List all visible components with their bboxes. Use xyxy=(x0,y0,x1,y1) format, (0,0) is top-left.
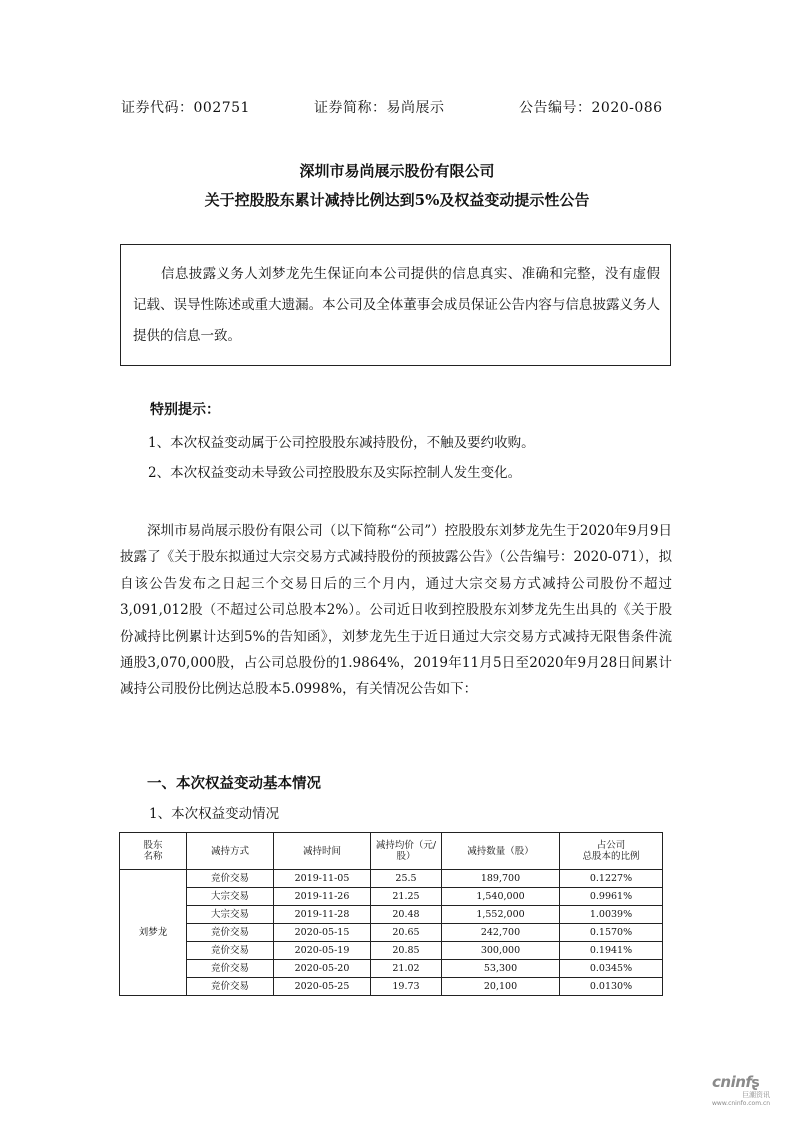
method-cell: 大宗交易 xyxy=(187,906,274,924)
table-row xyxy=(120,870,663,888)
logo-sub-text: 巨潮资讯 xyxy=(742,1091,771,1099)
price-cell: 19.73 xyxy=(371,978,442,996)
quantity-cell: 1,552,000 xyxy=(442,906,560,924)
disclosure-statement-text: 信息披露义务人刘梦龙先生保证向本公司提供的信息真实、准确和完整，没有虚假记载、误导性陈述或重大遗漏。本公司及全体董事会成员保证公告内容与信息披露义务人提供的信息一致。 xyxy=(133,266,660,344)
table-row xyxy=(120,978,663,996)
method-cell: 竞价交易 xyxy=(187,942,274,960)
special-tip-1: 1、本次权益变动属于公司控股股东减持股份，不触及要约收购。 xyxy=(148,435,535,451)
col-header-ratio: 占公司 总股本的比例 xyxy=(560,833,663,870)
stock-name: 证券简称：易尚展示 xyxy=(314,100,445,116)
time-cell: 2020-05-20 xyxy=(274,960,371,978)
col-header-shareholder: 股东 名称 xyxy=(120,833,187,870)
price-cell: 21.25 xyxy=(371,888,442,906)
logo-brand-text: cninf xyxy=(712,1073,752,1091)
time-cell: 2019-11-05 xyxy=(274,870,371,888)
stock-code: 证券代码：002751 xyxy=(121,100,250,116)
quantity-cell: 189,700 xyxy=(442,870,560,888)
time-cell: 2019-11-26 xyxy=(274,888,371,906)
table-row xyxy=(120,960,663,978)
sub-heading: 1、本次权益变动情况 xyxy=(149,806,280,822)
method-cell: 大宗交易 xyxy=(187,888,274,906)
table-row xyxy=(120,924,663,942)
price-cell: 25.5 xyxy=(371,870,442,888)
col-header-time: 减持时间 xyxy=(274,833,371,870)
section-heading: 一、本次权益变动基本情况 xyxy=(147,775,321,792)
ratio-cell: 0.9961% xyxy=(560,888,663,906)
time-cell: 2020-05-15 xyxy=(274,924,371,942)
price-cell: 20.65 xyxy=(371,924,442,942)
disclosure-statement-box xyxy=(120,244,671,366)
ratio-cell: 0.0345% xyxy=(560,960,663,978)
ratio-cell: 1.0039% xyxy=(560,906,663,924)
method-cell: 竞价交易 xyxy=(187,924,274,942)
price-cell: 20.48 xyxy=(371,906,442,924)
logo-url-text: www.cninfo.com.cn xyxy=(712,1100,771,1107)
time-cell: 2020-05-19 xyxy=(274,942,371,960)
method-cell: 竞价交易 xyxy=(187,978,274,996)
quantity-cell: 1,540,000 xyxy=(442,888,560,906)
quantity-cell: 53,300 xyxy=(442,960,560,978)
col-header-quantity: 减持数量（股） xyxy=(442,833,560,870)
col-header-price: 减持均价（元/ 股） xyxy=(371,833,442,870)
time-cell: 2019-11-28 xyxy=(274,906,371,924)
notice-number: 公告编号：2020-086 xyxy=(519,100,663,116)
method-cell: 竞价交易 xyxy=(187,870,274,888)
method-cell: 竞价交易 xyxy=(187,960,274,978)
price-cell: 21.02 xyxy=(371,960,442,978)
time-cell: 2020-05-25 xyxy=(274,978,371,996)
table-row xyxy=(120,906,663,924)
announcement-title: 关于控股股东累计减持比例达到5%及权益变动提示性公告 xyxy=(204,191,590,209)
price-cell: 20.85 xyxy=(371,942,442,960)
quantity-cell: 242,700 xyxy=(442,924,560,942)
special-tips-label: 特别提示： xyxy=(150,402,220,418)
equity-change-table xyxy=(119,832,663,996)
quantity-cell: 300,000 xyxy=(442,942,560,960)
quantity-cell: 20,100 xyxy=(442,978,560,996)
logo-swirl-icon: ʂ xyxy=(751,1075,760,1091)
ratio-cell: 0.0130% xyxy=(560,978,663,996)
special-tip-2: 2、本次权益变动未导致公司控股股东及实际控制人发生变化。 xyxy=(148,465,522,481)
company-title: 深圳市易尚展示股份有限公司 xyxy=(299,162,495,180)
body-paragraph: 深圳市易尚展示股份有限公司（以下简称“公司”）控股股东刘梦龙先生于2020年9月9日披露了《关于股东拟通过大宗交易方式减持股份的预披露公告》（公告编号：2020-071），拟自该公告发布之日起三个交易日后的三个月内，通过大宗交易方式减持公司股份不超过3,091,012股（不超过公司总股本2%）。公司近日收到控股股东刘梦龙先生出具的《关于股份减持比例累计达到5%的告知函》，刘梦龙先生于近日通过大宗交易方式减持无限售条件流通股3,070,000股，占公司总股份的1.9864%，2019年11月5日至2020年9月28日间累计减持公司股份比例达总股本5.0998%，有关情况公告如下： xyxy=(120,523,672,698)
cninfo-logo xyxy=(712,1072,770,1107)
table-row xyxy=(120,942,663,960)
ratio-cell: 0.1227% xyxy=(560,870,663,888)
table-header-row xyxy=(120,833,663,870)
ratio-cell: 0.1570% xyxy=(560,924,663,942)
ratio-cell: 0.1941% xyxy=(560,942,663,960)
table-row xyxy=(120,888,663,906)
shareholder-name-cell: 刘梦龙 xyxy=(120,870,187,996)
col-header-method: 减持方式 xyxy=(187,833,274,870)
